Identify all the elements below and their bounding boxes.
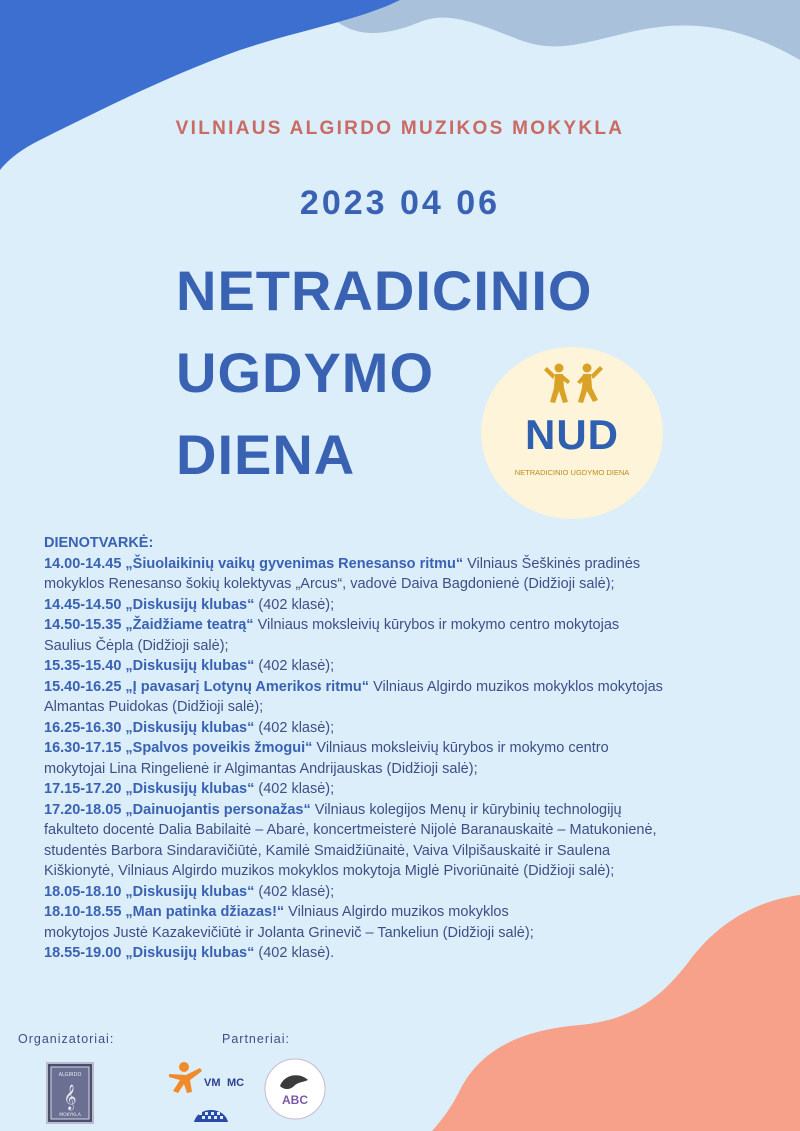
agenda-item-text: Vilniaus moksleivių kūrybos ir mokymo centro mokytojas (253, 617, 620, 633)
agenda-item-title: 14.50-15.35 „Žaidžiame teatrą“ (44, 617, 254, 633)
vmmc-logo (166, 1060, 256, 1126)
event-date: 2023 04 06 (299, 184, 501, 222)
title-line-3: DIENA (176, 423, 356, 486)
top-light-wave (330, 0, 800, 60)
agenda-item-text: (402 klasė); (254, 596, 335, 613)
agenda-item (44, 902, 754, 943)
school-name: VILNIAUS ALGIRDO MUZIKOS MOKYKLA (175, 118, 625, 139)
agenda-item-text: Vilniaus Algirdo muzikos mokyklos (284, 904, 509, 920)
agenda-item (44, 554, 754, 595)
agenda-item (44, 779, 754, 800)
agenda-item (44, 595, 754, 616)
agenda-item-text: Vilniaus moksleivių kūrybos ir mokymo centro (312, 740, 609, 756)
partners-label: Partneriai: (222, 1032, 290, 1046)
agenda-item-text: Saulius Čėpla (Didžioji salė); (44, 637, 229, 654)
top-dark-wave (0, 0, 400, 170)
agenda-item-text: (402 klasė); (254, 781, 335, 797)
agenda-item-title: 16.25-16.30 „Diskusijų klubas“ (44, 719, 255, 736)
svg-text:𝄞: 𝄞 (63, 1085, 77, 1110)
agenda-item (44, 718, 754, 739)
agenda-item (44, 800, 754, 882)
agenda-item (44, 943, 754, 964)
agenda-item-title: 16.30-17.15 „Spalvos poveikis žmogui“ (44, 740, 313, 756)
title-line-1: NETRADICINIO (176, 259, 593, 322)
dancing-people-icon (543, 362, 605, 408)
agenda-item-title: 17.15-17.20 „Diskusijų klubas“ (44, 781, 255, 797)
agenda-item-text: mokytojai Lina Ringelienė ir Algimantas Andrijauskas (Didžioji salė); (44, 760, 478, 777)
svg-text:ABC: ABC (282, 1093, 308, 1107)
agenda (44, 533, 754, 964)
agenda-item-text: mokyklos Renesanso šokių kolektyvas „Arcus“, vadovė Daiva Bagdonienė (Didžioji salė); (44, 576, 615, 592)
agenda-item-title: 15.35-15.40 „Diskusijų klubas“ (44, 658, 255, 674)
vmmc-text: VM (204, 1077, 221, 1089)
agenda-item (44, 738, 754, 779)
agenda-item-text: Vilniaus kolegijos Menų ir kūrybinių technologijų (310, 801, 622, 818)
agenda-heading: DIENOTVARKĖ: (44, 535, 154, 551)
agenda-item-text: (402 klasė); (254, 883, 335, 900)
agenda-item-text: Vilniaus Algirdo muzikos mokyklos mokytojas (369, 678, 663, 695)
agenda-list (44, 554, 754, 964)
agenda-item (44, 677, 754, 718)
agenda-item-text: studentės Barbora Sindaravičiūtė, Kamilė Smaidžiūnaitė, Vaiva Vilpišauskaitė ir Saulena (44, 842, 611, 859)
agenda-item-text: (402 klasė). (254, 945, 335, 961)
agenda-item-text: mokytojos Justė Kazakevičiūtė ir Jolanta Grinevič – Tankeliun (Didžioji salė); (44, 924, 534, 941)
school-logo (46, 1062, 94, 1124)
svg-text:MOKYKLA: MOKYKLA (59, 1113, 81, 1118)
svg-text:ALGIRDO: ALGIRDO (58, 1072, 82, 1078)
agenda-item-title: 14.45-14.50 „Diskusijų klubas“ (44, 596, 255, 613)
agenda-item-text: fakulteto docentė Dalia Babilaitė – Abarė, koncertmeisterė Nijolė Baranauskaitė – Matukonienė, (44, 822, 657, 838)
agenda-item-title: 18.10-18.55 „Man patinka džiazas!“ (44, 904, 285, 920)
title-line-2: UGDYMO (176, 341, 434, 404)
svg-text:MC: MC (227, 1077, 245, 1089)
organizers-label: Organizatoriai: (18, 1032, 115, 1046)
agenda-item-title: 14.00-14.45 „Šiuolaikinių vaikų gyvenimas Renesanso ritmu“ (44, 555, 464, 572)
agenda-item-text: Kiškionytė, Vilniaus Algirdo muzikos mokyklos mokytoja Miglė Pivoriūnaitė (Didžioji salė); (44, 863, 615, 879)
agenda-item-title: 15.40-16.25 „Į pavasarį Lotynų Amerikos ritmu“ (44, 678, 370, 695)
badge-subtitle: NETRADICINIO UGDYMO DIENA (514, 468, 630, 477)
nud-badge (481, 347, 663, 519)
agenda-item-text: (402 klasė); (254, 719, 335, 736)
agenda-item-title: 18.05-18.10 „Diskusijų klubas“ (44, 883, 255, 900)
agenda-item-text: Vilniaus Šeškinės pradinės (463, 555, 641, 572)
agenda-item-text: Almantas Puidokas (Didžioji salė); (44, 699, 264, 715)
agenda-item-text: (402 klasė); (254, 658, 335, 674)
agenda-item-title: 18.55-19.00 „Diskusijų klubas“ (44, 945, 255, 961)
agenda-item (44, 656, 754, 677)
agenda-item (44, 882, 754, 903)
music-note-icon (48, 1064, 92, 1122)
agenda-item-title: 17.20-18.05 „Dainuojantis personažas“ (44, 801, 311, 818)
agenda-item (44, 615, 754, 656)
badge-abbreviation: NUD (525, 411, 619, 458)
partner-school-logo (262, 1056, 328, 1122)
